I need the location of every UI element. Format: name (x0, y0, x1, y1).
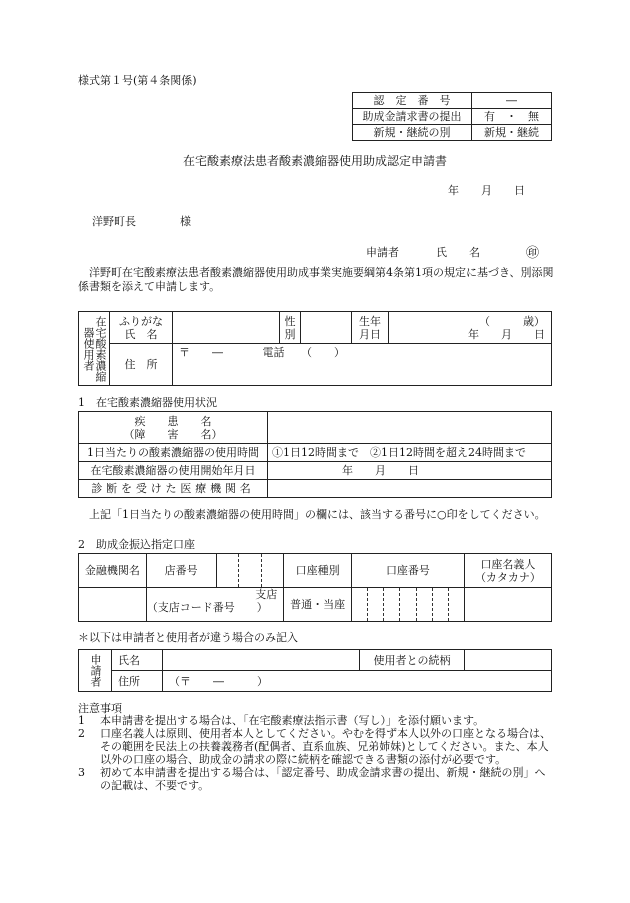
applicant-address-label: 住所 (112, 671, 163, 692)
page-title: 在宅酸素療法患者酸素濃縮器使用助成認定申請書 (182, 154, 447, 168)
note-item: 3 初めて本申請書を提出する場合は、「認定番号、助成金請求書の提出、新規・継続の別」への記載は、不要です。 (78, 766, 546, 792)
bank-table (78, 553, 552, 622)
usage-time-label: 1日当たりの酸素濃縮器の使用時間 (79, 444, 268, 462)
furigana-name-label: ふりがな 氏 名 (110, 312, 173, 344)
new-renewal-value[interactable]: 新規・継続 (472, 125, 552, 141)
date-line[interactable]: 年 月 日 (448, 184, 525, 197)
address-label: 住 所 (110, 344, 173, 386)
user-table (78, 311, 552, 386)
account-no-label: 口座番号 (352, 554, 465, 588)
disease-field[interactable] (268, 412, 552, 444)
user-name-field[interactable] (173, 312, 280, 344)
applicant-name-field[interactable] (163, 650, 360, 671)
branch-code-label: （支店コード番号 ） (146, 601, 268, 614)
applicant-name-label: 氏 名 (436, 246, 480, 259)
age-field[interactable]: （ 歳） (479, 314, 545, 328)
notes-heading: 注意事項 (78, 702, 122, 715)
approval-number-label: 認 定 番 号 (353, 93, 472, 109)
claim-submission-value[interactable]: 有 ・ 無 (472, 109, 552, 125)
approval-number-value[interactable]: ― (472, 93, 552, 109)
usage-time-options[interactable]: ①1日12時間まで ②1日12時間を超え24時間まで (268, 444, 552, 462)
section2-heading: 2 助成金振込指定口座 (78, 538, 195, 551)
hospital-field[interactable] (268, 480, 552, 498)
branch-label: 支店 (255, 588, 278, 601)
applicant-address-field[interactable]: （〒 ― ） (163, 671, 552, 692)
user-address-field[interactable] (173, 344, 552, 386)
hospital-label: 診断を受けた医療機関名 (79, 480, 268, 498)
applicant-name-label-cell: 氏名 (112, 650, 163, 671)
note-item: 2 口座名義人は原則、使用者本人としてください。やむを得ず本人以外の口座となる場合は、その範囲を民法上の扶養義務者(配偶者、直系血族、兄弟姉妹)としてください。また、本人以外の口座の場合、助成金の請求の際に続柄を確認できる書類の添付が必要です。 (78, 727, 551, 766)
start-date-field[interactable]: 年 月 日 (268, 462, 552, 480)
disease-label: 疾 患 名 （障 害 名） (79, 412, 268, 444)
branch-field[interactable] (146, 588, 284, 622)
usage-table (78, 411, 552, 498)
account-type-field[interactable]: 普通・当座 (284, 588, 352, 622)
section1-note: 上記「1日当たりの酸素濃縮器の使用時間」の欄には、該当する番号に○印をしてください。 (78, 508, 546, 521)
account-type-label: 口座種別 (284, 554, 352, 588)
user-side-label: 在宅酸素濃縮器使用者 (82, 315, 107, 382)
start-date-label: 在宅酸素濃縮器の使用開始年月日 (79, 462, 268, 480)
claim-submission-label: 助成金請求書の提出 (353, 109, 472, 125)
applicant-label: 申請者 (366, 246, 399, 259)
holder-label: 口座名義人 （カタカナ） (464, 554, 551, 588)
bank-name-field[interactable] (79, 588, 147, 622)
branch-no-label: 店番号 (146, 554, 216, 588)
applicant-table (78, 649, 552, 692)
birth-label: 生年 月日 (352, 312, 389, 344)
addressee: 洋野町長 様 (92, 215, 191, 228)
postal-field: 〒 ― (179, 346, 223, 359)
status-box (352, 92, 552, 141)
birth-date-field[interactable]: 年 月 日 (468, 327, 545, 341)
sex-label: 性 別 (280, 312, 301, 344)
relation-label: 使用者との続柄 (360, 650, 465, 671)
note-item: 1 本申請書を提出する場合は、「在宅酸素療法指示書（写し）」を添付願います。 (78, 714, 485, 727)
intro-text: 洋野町在宅酸素療法患者酸素濃縮器使用助成事業実施要綱第4条第1項の規定に基づき、別添関係書類を添えて申請します。 (78, 266, 554, 293)
differs-note: ＊以下は申請者と使用者が違う場合のみ記入 (78, 631, 298, 644)
form-number: 様式第１号(第４条関係) (78, 74, 197, 87)
relation-field[interactable] (465, 650, 552, 671)
sex-field[interactable] (301, 312, 352, 344)
notes-list (78, 714, 556, 792)
seal-icon: ㊞ (526, 246, 540, 261)
applicant-side-label: 申請者 (89, 654, 102, 687)
holder-field[interactable] (464, 588, 551, 622)
bank-label: 金融機関名 (79, 554, 147, 588)
new-renewal-label: 新規・継続の別 (353, 125, 472, 141)
section1-heading: 1 在宅酸素濃縮器使用状況 (78, 396, 217, 409)
phone-field: 電話 （ ） (262, 346, 345, 359)
